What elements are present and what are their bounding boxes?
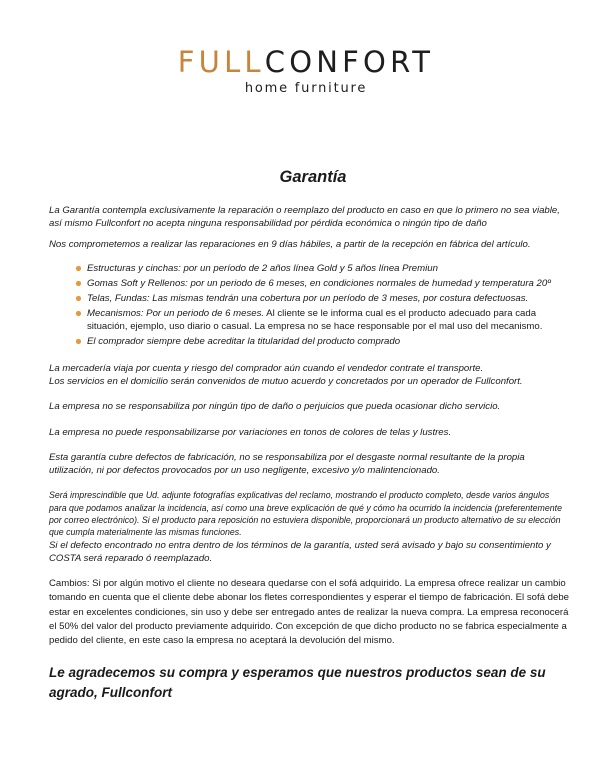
home-service-paragraph: Los servicios en el domicilio serán convenidos de mutuo acuerdo y concretados por un operador de Fullconfort. (49, 376, 523, 388)
brand-word-full: FULL (177, 45, 265, 79)
transport-paragraph: La mercadería viaja por cuenta y riesgo del comprador aún cuando el vendedor contrate el transporte. (49, 363, 484, 375)
list-item-fabrics: Telas, Fundas: Las mismas tendrán una cobertura por un período de 3 meses, por costura defectuosas. (76, 292, 569, 305)
defect-paragraph: Si el defecto encontrado no entra dentro de los términos de la garantía, usted será avisado y bajo su consentimiento y COSTA será reparado ó reemplazado. (49, 539, 551, 565)
brand-tagline: home furniture (244, 81, 368, 96)
list-item-ownership: El comprador siempre debe acreditar la titularidad del producto comprado (76, 335, 569, 348)
company-logo (0, 46, 612, 96)
mechanisms-detail: Al cliente se le informa cual es el producto adecuado para cada situación, ejemplo, uso diario o casual. La empresa no se hace responsable por el mal uso del mecanismo. (87, 307, 543, 332)
repair-timeframe-paragraph: Nos comprometemos a realizar las reparaciones en 9 días hábiles, a partir de la recepción en fábrica del artículo. (49, 239, 531, 251)
warranty-document (49, 168, 569, 703)
changes-paragraph: Cambios: Si por algún motivo el cliente no deseara quedarse con el sofá adquirido. La empresa ofrece realizar un cambio tomando en cuenta que el cliente debe abonar los fletes correspondientes y esperar el tiempo de fabricación. El sofá debe estar en excelentes condiciones, sin uso y debe ser entregado antes de realizar la nueva compra. La empresa reconocerá el 50% del valor del producto previamente adquirido. Con excepción de que dicho producto no se fabrica especialmente a pedido del cliente, en este caso la empresa no aceptará la devolución del mismo. (49, 578, 569, 647)
list-item-foams: Gomas Soft y Rellenos: por un periodo de 6 meses, en condiciones normales de humedad y temperatura 20º (76, 277, 569, 290)
color-variation-paragraph: La empresa no puede responsabilizarse por variaciones en tonos de colores de telas y lustres. (49, 426, 452, 438)
brand-word-confort: CONFORT (264, 45, 435, 79)
brand-wordmark (0, 46, 612, 78)
coverage-list (49, 262, 569, 348)
damage-paragraph: La empresa no se responsabiliza por ningún tipo de daño o perjuicios que pueda ocasionar dicho servicio. (49, 401, 501, 413)
list-item-mechanisms (76, 307, 569, 333)
photos-requirement-paragraph: Será imprescindible que Ud. adjunte fotografías explicativas del reclamo, mostrando el producto completo, desde varios ángulos para que podamos analizar la incidencia, así como una breve explicación de qué y cómo ha ocurrido la incidencia (preferentemente por correo electrónico). Si el producto para reposición no estuviera disponible, proporcionará un producto alternativo de su elección que cumpla materialmente las mismas funciones. (49, 490, 562, 538)
intro-paragraph: La Garantía contempla exclusivamente la reparación o reemplazo del producto en caso en que lo primero no sea viable, así mismo Fullconfort no acepta ninguna responsabilidad por pérdida económica o ningún tipo de daño (49, 205, 560, 230)
closing-message: Le agradecemos su compra y esperamos que nuestros productos sean de su agrado, Fullconfort (49, 665, 546, 701)
list-item-structures: Estructuras y cinchas: por un período de 2 años línea Gold y 5 años línea Premiun (76, 262, 569, 275)
coverage-paragraph: Esta garantía cubre defectos de fabricación, no se responsabiliza por el desgaste normal resultante de la propia utilización, ni por defectos provocados por un uso negligente, excesivo y/o malintencionado. (49, 451, 525, 477)
document-title: Garantía (279, 168, 347, 186)
mechanisms-label: Mecanismos: Por un periodo de 6 meses. (87, 307, 265, 319)
